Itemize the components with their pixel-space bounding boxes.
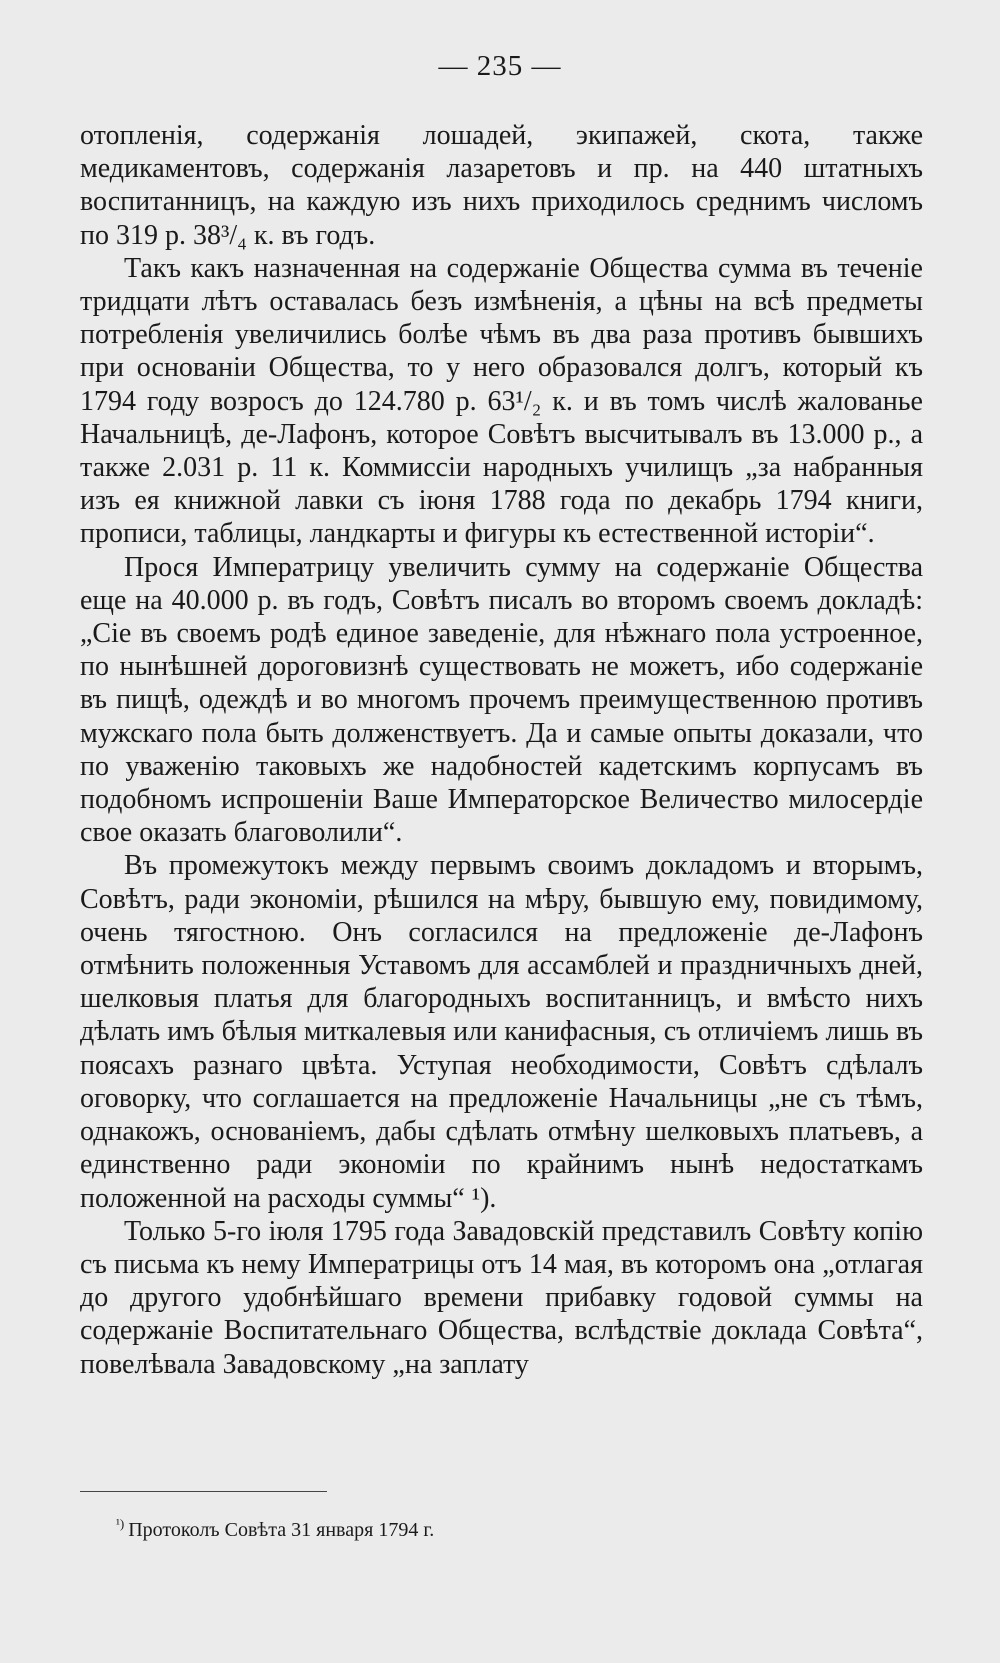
page-number: — 235 —: [438, 50, 562, 82]
footnote: [116, 1517, 434, 1545]
footnote-divider: [80, 1491, 327, 1492]
paragraph-5: Только 5-го іюля 1795 года Завадовскій представилъ Совѣту копію съ письма къ нему Императрицы отъ 14 мая, въ которомъ она „отлагая до другого удобнѣйшаго времени прибавку годовой суммы на содержаніе Воспитательнаго Общества, вслѣдствіе доклада Совѣта“, повелѣвала Завадовскому „на заплату: [80, 1215, 923, 1380]
footnote-text: Протоколъ Совѣта 31 января 1794 г.: [128, 1519, 435, 1541]
paragraph-4: Въ промежутокъ между первымъ своимъ докладомъ и вторымъ, Совѣтъ, ради экономіи, рѣшился на мѣру, бывшую ему, повидимому, очень тягостною. Онъ согласился на предложеніе де-Лафонъ отмѣнить положенныя Уставомъ для ассамблей и праздничныхъ дней, шелковыя платья для благородныхъ воспитанницъ, и вмѣсто нихъ дѣлать имъ бѣлыя миткалевыя или канифасныя, съ отличіемъ лишь въ поясахъ разнаго цвѣта. Уступая необходимости, Совѣтъ сдѣлалъ оговорку, что соглашается на предложеніе Начальницы „не съ тѣмъ, однакожъ, основаніемъ, дабы сдѣлать отмѣну шелковыхъ платьевъ, а единственно ради экономіи по крайнимъ нынѣ недостаткамъ положенной на расходы суммы“ ¹).: [80, 850, 923, 1214]
paragraph-1: отопленія, содержанія лошадей, экипажей, скота, также медикаментовъ, содержанія лазаретовъ и пр. на 440 штатныхъ воспитанницъ, на каждую изъ нихъ приходилось среднимъ числомъ по 319 р. 38³/₄ к. въ годъ.: [80, 120, 923, 251]
body-text: [80, 119, 923, 1381]
paragraph-3: Прося Императрицу увеличить сумму на содержаніе Общества еще на 40.000 р. въ годъ, Совѣтъ писалъ во второмъ своемъ докладѣ: „Сіе въ своемъ родѣ единое заведеніе, для нѣжнаго пола устроенное, по нынѣшней дороговизнѣ существовать не можетъ, ибо содержаніе въ пищѣ, одеждѣ и во многомъ прочемъ преимущественною противъ мужскаго пола быть долженствуетъ. Да и самые опыты доказали, что по уваженію таковыхъ же надобностей кадетскимъ корпусамъ въ подобномъ испрошеніи Ваше Императорское Величество милосердіе свое оказать благоволили“.: [80, 551, 923, 849]
footnote-marker: ¹): [116, 1516, 125, 1531]
paragraph-2: Такъ какъ назначенная на содержаніе Общества сумма въ теченіе тридцати лѣтъ оставалась безъ измѣненія, а цѣны на всѣ предметы потребленія увеличились болѣе чѣмъ въ два раза противъ бывшихъ при основаніи Общества, то у него образовался долгъ, который къ 1794 году возросъ до 124.780 р. 63¹/₂ к. и въ томъ числѣ жалованье Начальницѣ, де-Лафонъ, которое Совѣтъ высчитывалъ въ 13.000 р., а также 2.031 р. 11 к. Коммиссіи народныхъ училищъ „за набранныя изъ ея книжной лавки съ іюня 1788 года по декабрь 1794 книги, прописи, таблицы, ландкарты и фигуры къ естественной исторіи“.: [80, 252, 923, 550]
